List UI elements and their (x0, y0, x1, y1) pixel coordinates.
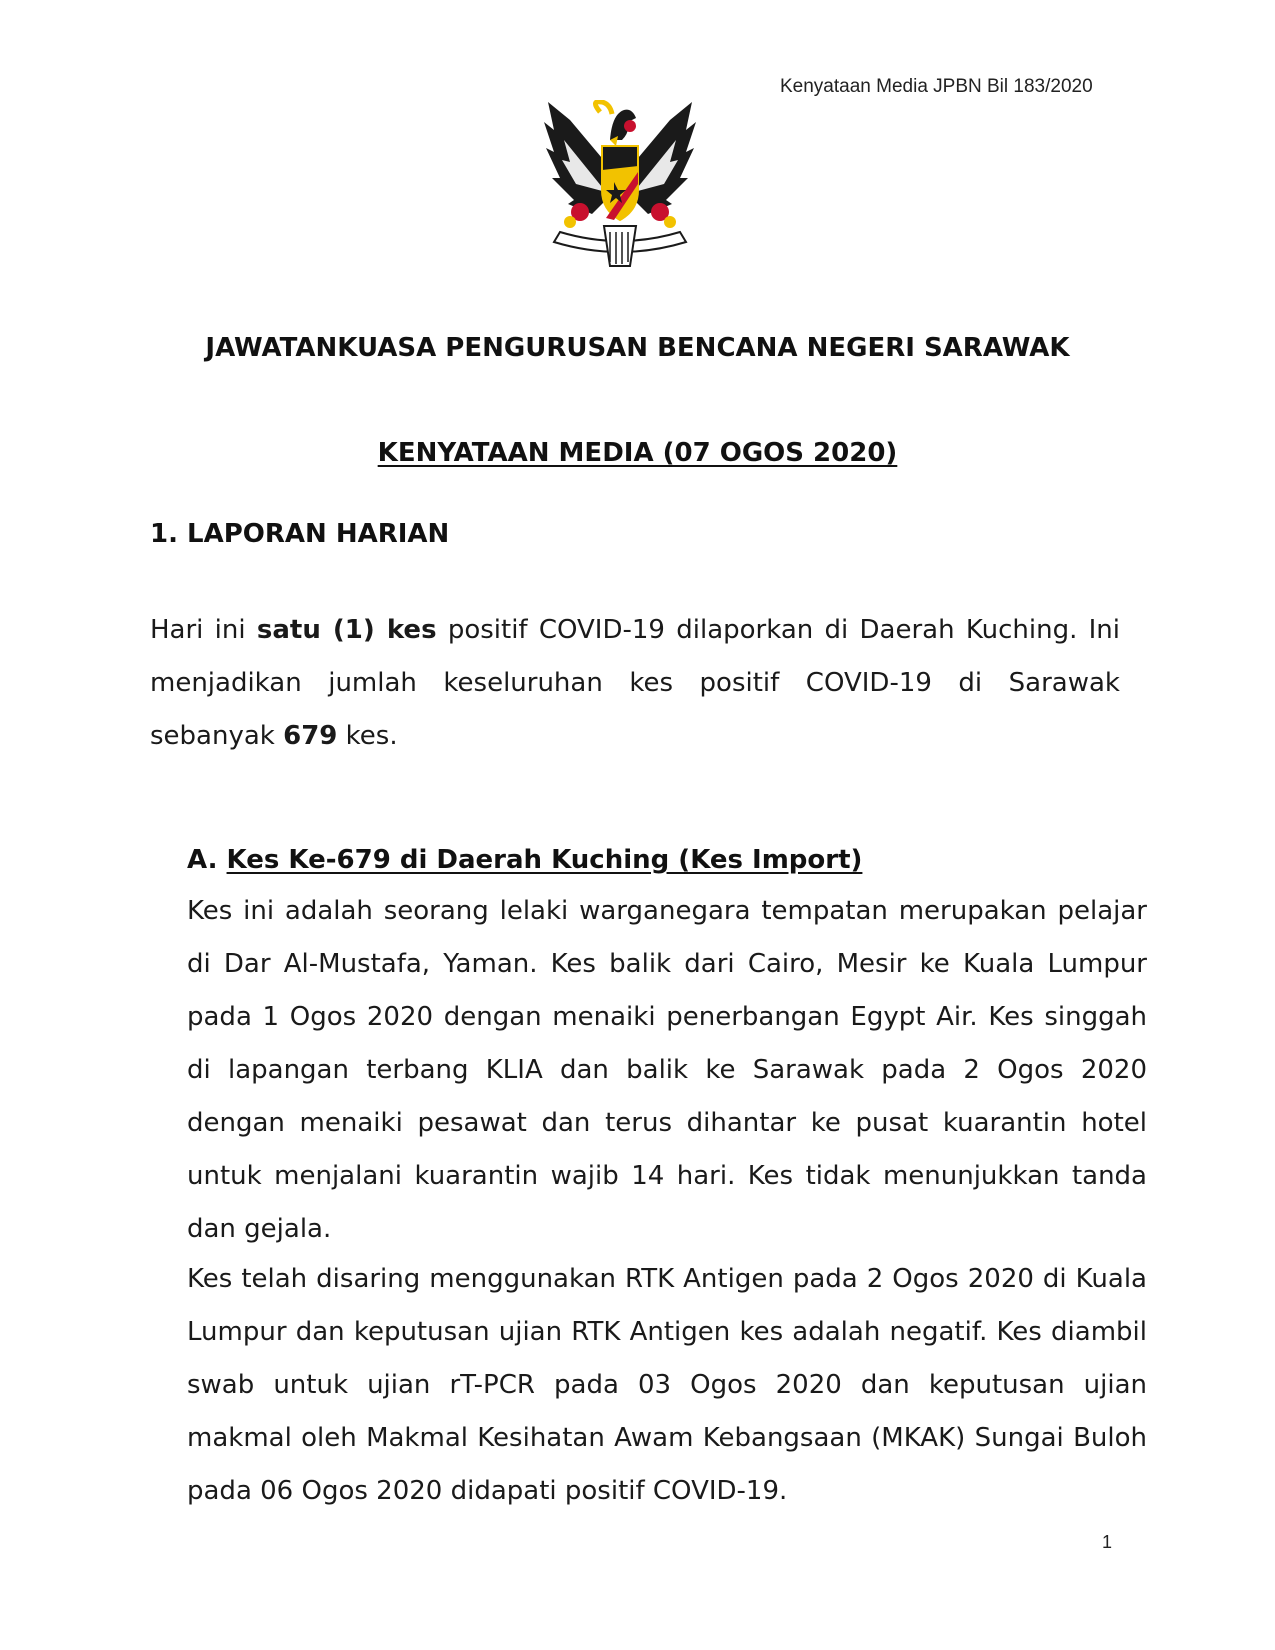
new-cases-count: satu (1) kes (256, 615, 437, 645)
sarawak-coat-of-arms-logo (540, 100, 700, 270)
total-cases-count: 679 (283, 721, 338, 751)
section-heading: 1. LAPORAN HARIAN (150, 519, 450, 549)
document-subtitle (0, 438, 1275, 468)
page-number: 1 (1102, 1532, 1113, 1552)
case-description-paragraph: Kes ini adalah seorang lelaki warganegara tempatan merupakan pelajar di Dar Al-Mustafa, Yaman. Kes balik dari Cairo, Mesir ke Kuala Lumpur pada 1 Ogos 2020 dengan menaiki penerbangan Egypt Air. Kes singgah di lapangan terbang KLIA dan balik ke Sarawak pada 2 Ogos 2020 dengan menaiki pesawat dan terus dihantar ke pusat kuarantin hotel untuk menjalani kuarantin wajib 14 hari. Kes tidak menunjukkan tanda dan gejala. (187, 896, 1147, 1244)
case-heading (187, 845, 862, 875)
document-reference: Kenyataan Media JPBN Bil 183/2020 (780, 76, 1093, 97)
text-run: kes. (337, 721, 398, 751)
case-marker: A. (187, 845, 218, 875)
text-run: positif COVID-19 dilaporkan di Daerah Kuching. Ini menjadikan jumlah keseluruhan kes positif COVID-19 di Sarawak sebanyak (150, 615, 1120, 751)
daily-report-paragraph (150, 604, 1120, 763)
text-run: Hari ini (150, 615, 257, 645)
press-statement-date: KENYATAAN MEDIA (07 OGOS 2020) (377, 438, 898, 468)
document-title: JAWATANKUASA PENGURUSAN BENCANA NEGERI SARAWAK (205, 333, 1070, 363)
case-testing-paragraph: Kes telah disaring menggunakan RTK Antigen pada 2 Ogos 2020 di Kuala Lumpur dan keputusan ujian RTK Antigen kes adalah negatif. Kes diambil swab untuk ujian rT-PCR pada 03 Ogos 2020 dan keputusan ujian makmal oleh Makmal Kesihatan Awam Kebangsaan (MKAK) Sungai Buloh pada 06 Ogos 2020 didapati positif COVID-19. (187, 1264, 1147, 1506)
case-title: Kes Ke-679 di Daerah Kuching (Kes Import) (226, 845, 863, 875)
